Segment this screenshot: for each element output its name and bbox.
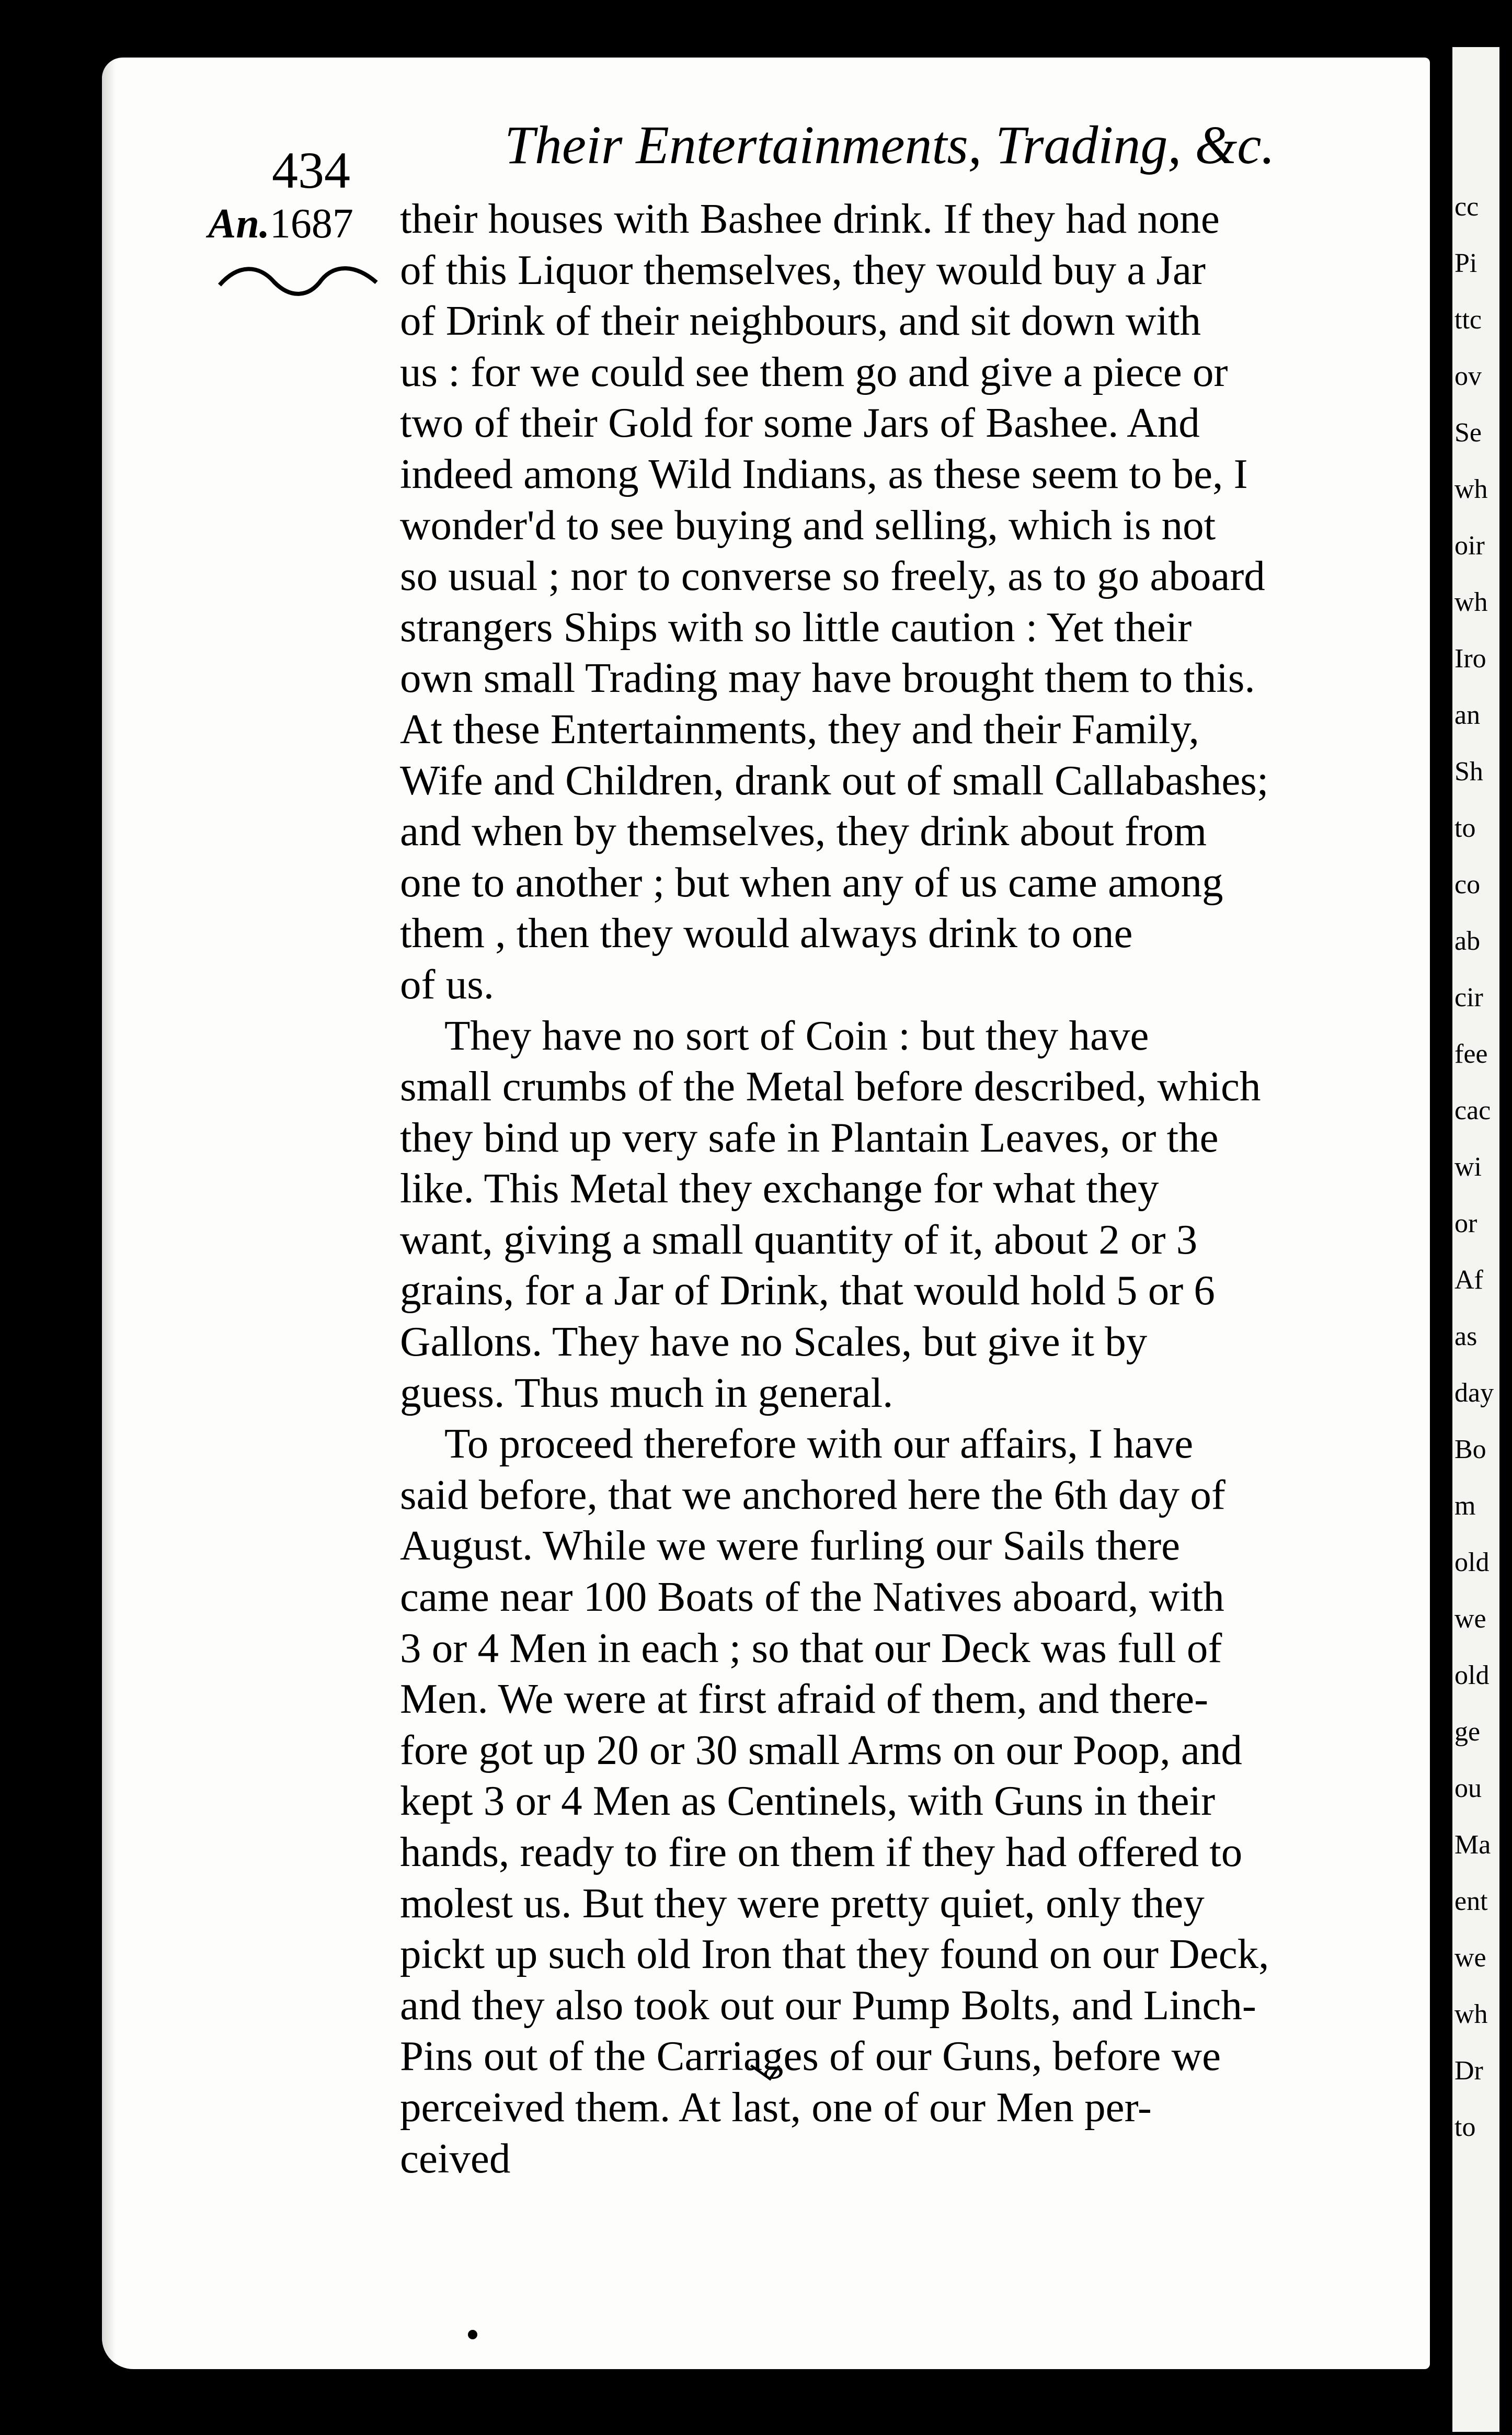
adjacent-fragment: Dr [1454,2056,1483,2086]
page-edge-shadow [102,58,116,2369]
adjacent-fragment: as [1454,1322,1477,1351]
text-line: like. This Metal they exchange for what they [400,1165,1159,1212]
adjacent-fragment: ge [1454,1717,1481,1747]
adjacent-fragment: day [1454,1378,1494,1408]
margin-year: 1687 [269,201,353,247]
adjacent-fragment: fee [1454,1039,1488,1069]
text-line: came near 100 Boats of the Natives aboard, with [400,1573,1224,1621]
text-line: indeed among Wild Indians, as these seem to be, I [400,450,1248,497]
stray-mark-icon [468,2330,477,2339]
adjacent-fragment: wi [1454,1152,1482,1182]
adjacent-fragment: Sh [1454,757,1483,787]
text-line: them , then they would always drink to one [400,909,1133,957]
adjacent-fragment: wh [1454,1999,1488,2029]
adjacent-fragment: old [1454,1548,1490,1577]
text-line: own small Trading may have brought them to this. [400,654,1255,702]
text-line: pickt up such old Iron that they found on our Deck, [400,1930,1269,1978]
text-line: perceived them. At last, one of our Men per- [400,2083,1152,2131]
running-head: Their Entertainments, Trading, &c. [505,115,1275,175]
text-line: They have no sort of Coin : but they have [444,1011,1149,1059]
text-line: one to another ; but when any of us came among [400,858,1223,906]
text-line: want, giving a small quantity of it, about 2 or 3 [400,1215,1198,1263]
body-text [400,194,1446,2184]
text-line: so usual ; nor to converse so freely, as to go aboard [400,552,1265,600]
text-line: Gallons. They have no Scales, but give it by [400,1318,1148,1366]
adjacent-fragment: Af [1454,1265,1483,1295]
adjacent-fragment: ov [1454,361,1482,391]
text-line: strangers Ships with so little caution : Yet their [400,603,1192,651]
text-line: grains, for a Jar of Drink, that would hold 5 or 6 [400,1267,1215,1314]
adjacent-fragment: ou [1454,1773,1482,1803]
text-line: their houses with Bashee drink. If they had none [400,195,1220,242]
text-line: Wife and Children, drank out of small Callabashes; [400,756,1269,804]
adjacent-fragment: ent [1454,1886,1488,1916]
adjacent-fragment: m [1454,1491,1476,1521]
text-line: of this Liquor themselves, they would buy a Jar [400,246,1206,293]
text-line: us : for we could see them go and give a piece or [400,348,1228,395]
text-line: molest us. But they were pretty quiet, only they [400,1879,1205,1927]
adjacent-fragment: Iro [1454,644,1486,674]
adjacent-fragment: to [1454,813,1476,843]
text-line: 3 or 4 Men in each ; so that our Deck was full of [400,1624,1222,1671]
text-line: Pins out of the Carriages of our Guns, before we [400,2032,1221,2080]
adjacent-fragment: we [1454,1943,1486,1973]
adjacent-fragment: or [1454,1209,1477,1238]
text-line: hands, ready to fire on them if they had offered to [400,1828,1243,1875]
text-line: of us. [400,960,494,1008]
adjacent-fragment: ab [1454,926,1481,956]
text-line: they bind up very safe in Plantain Leaves, or the [400,1113,1219,1161]
text-line: fore got up 20 or 30 small Arms on our Poop, and [400,1726,1242,1773]
adjacent-fragment: cir [1454,983,1483,1012]
text-line: ceived [400,2134,511,2182]
text-line: and they also took out our Pump Bolts, and Linch- [400,1981,1256,2029]
text-line: Men. We were at first afraid of them, and there- [400,1675,1209,1723]
adjacent-fragment: Bo [1454,1435,1486,1464]
text-line: wonder'd to see buying and selling, which is not [400,501,1216,549]
adjacent-fragment: old [1454,1660,1490,1690]
page-number: 434 [272,141,350,199]
text-line: of Drink of their neighbours, and sit down with [400,297,1201,345]
margin-anno-prefix: An. [208,201,270,247]
text-line: two of their Gold for some Jars of Bashee. And [400,399,1200,447]
text-line: small crumbs of the Metal before described, which [400,1063,1261,1110]
margin-year-note [208,200,353,248]
adjacent-fragment: to [1454,2112,1476,2142]
text-line: At these Entertainments, they and their Family, [400,705,1199,753]
text-line: guess. Thus much in general. [400,1369,894,1416]
adjacent-fragment: Se [1454,418,1482,448]
text-line: August. While we were furling our Sails there [400,1522,1181,1569]
adjacent-page-strip [1437,47,1512,2432]
adjacent-fragment: cac [1454,1096,1491,1125]
adjacent-fragment: wh [1454,474,1488,504]
ornament-swash-icon [217,261,379,298]
adjacent-fragment: we [1454,1604,1486,1634]
adjacent-fragment: Ma [1454,1830,1491,1860]
adjacent-fragment: oir [1454,531,1485,561]
text-line: and when by themselves, they drink about from [400,807,1207,855]
adjacent-fragment: an [1454,700,1481,730]
adjacent-fragment: cc [1454,192,1479,222]
text-line: kept 3 or 4 Men as Centinels, with Guns in their [400,1777,1216,1825]
adjacent-fragment: Pi [1454,248,1477,278]
adjacent-fragment: co [1454,870,1481,900]
adjacent-fragment: ttc [1454,305,1482,335]
text-line: said before, that we anchored here the 6th day of [400,1471,1225,1518]
text-line: To proceed therefore with our affairs, I have [444,1420,1194,1467]
adjacent-fragment: wh [1454,587,1488,617]
